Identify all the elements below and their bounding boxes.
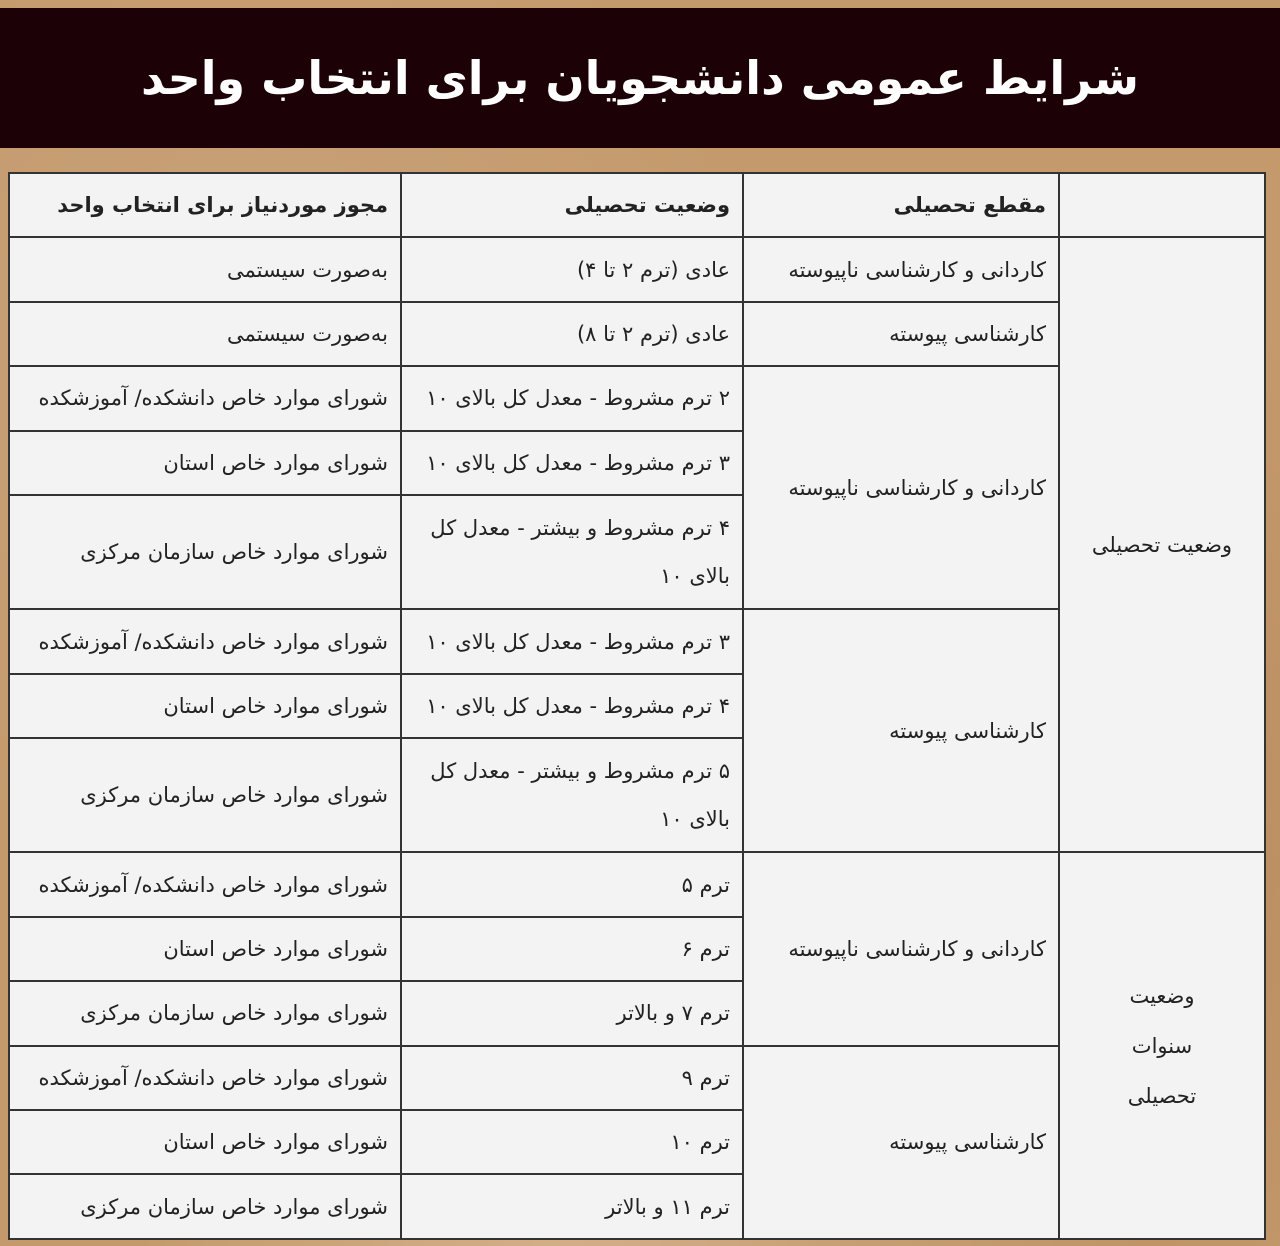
permit-cell: شورای موارد خاص دانشکده/ آموزشکده	[9, 1046, 401, 1110]
permit-cell: شورای موارد خاص استان	[9, 1110, 401, 1174]
status-cell: ۳ ترم مشروط - معدل کل بالای ۱۰	[401, 431, 743, 495]
empty-header-cell	[1059, 173, 1265, 237]
status-cell: ۴ ترم مشروط و بیشتر - معدل کل بالای ۱۰	[401, 495, 743, 609]
level-cell: کاردانی و کارشناسی ناپیوسته	[743, 366, 1059, 609]
status-cell: ۲ ترم مشروط - معدل کل بالای ۱۰	[401, 366, 743, 430]
permit-cell: شورای موارد خاص استان	[9, 674, 401, 738]
permit-cell: به‌صورت سیستمی	[9, 237, 401, 301]
level-cell: کارشناسی پیوسته	[743, 1046, 1059, 1239]
permit-cell: شورای موارد خاص دانشکده/ آموزشکده	[9, 852, 401, 916]
permit-cell: شورای موارد خاص سازمان مرکزی	[9, 981, 401, 1045]
status-cell: عادی (ترم ۲ تا ۸)	[401, 302, 743, 366]
group-label: وضعیت تحصیلی	[1091, 532, 1233, 557]
table-row	[9, 237, 1265, 301]
permit-cell: به‌صورت سیستمی	[9, 302, 401, 366]
permit-cell: شورای موارد خاص سازمان مرکزی	[9, 1174, 401, 1239]
status-cell: ترم ۹	[401, 1046, 743, 1110]
permit-cell: شورای موارد خاص دانشکده/ آموزشکده	[9, 609, 401, 673]
status-cell: ۴ ترم مشروط - معدل کل بالای ۱۰	[401, 674, 743, 738]
group-label-cell	[1059, 237, 1265, 852]
level-cell: کارشناسی پیوسته	[743, 302, 1059, 366]
permit-cell: شورای موارد خاص استان	[9, 917, 401, 981]
header-status: وضعیت تحصیلی	[401, 173, 743, 237]
status-cell: ۵ ترم مشروط و بیشتر - معدل کل بالای ۱۰	[401, 738, 743, 852]
title-bar	[0, 8, 1280, 148]
status-cell: ترم ۱۱ و بالاتر	[401, 1174, 743, 1239]
permit-cell: شورای موارد خاص استان	[9, 431, 401, 495]
conditions-table	[8, 172, 1266, 1240]
status-cell: ترم ۷ و بالاتر	[401, 981, 743, 1045]
level-cell: کاردانی و کارشناسی ناپیوسته	[743, 237, 1059, 301]
status-cell: ترم ۱۰	[401, 1110, 743, 1174]
page-title: شرایط عمومی دانشجویان برای انتخاب واحد	[141, 51, 1139, 105]
level-cell: کاردانی و کارشناسی ناپیوسته	[743, 852, 1059, 1045]
header-permit: مجوز موردنیاز برای انتخاب واحد	[9, 173, 401, 237]
permit-cell: شورای موارد خاص سازمان مرکزی	[9, 738, 401, 852]
header-level: مقطع تحصیلی	[743, 173, 1059, 237]
status-cell: ۳ ترم مشروط - معدل کل بالای ۱۰	[401, 609, 743, 673]
status-cell: عادی (ترم ۲ تا ۴)	[401, 237, 743, 301]
permit-cell: شورای موارد خاص سازمان مرکزی	[9, 495, 401, 609]
table-row	[9, 852, 1265, 916]
status-cell: ترم ۶	[401, 917, 743, 981]
header-row	[9, 173, 1265, 237]
group-label-cell	[1059, 852, 1265, 1239]
group-label: وضعیت سنوات تحصیلی	[1127, 983, 1197, 1108]
permit-cell: شورای موارد خاص دانشکده/ آموزشکده	[9, 366, 401, 430]
status-cell: ترم ۵	[401, 852, 743, 916]
level-cell: کارشناسی پیوسته	[743, 609, 1059, 852]
